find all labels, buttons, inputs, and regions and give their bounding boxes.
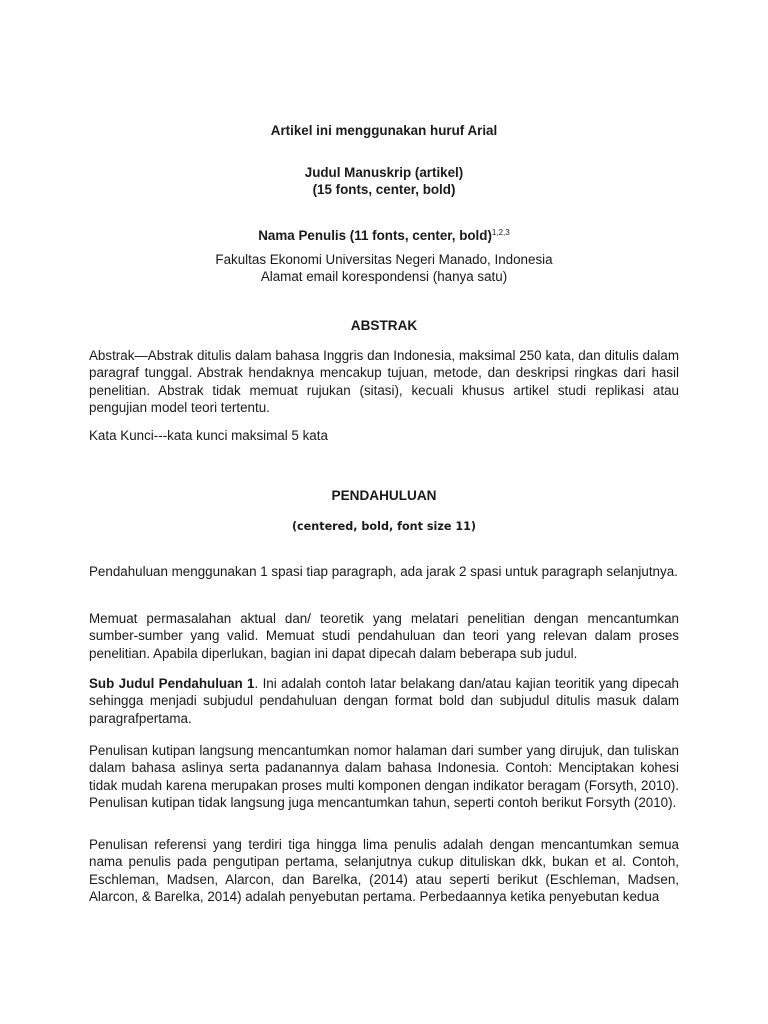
manuscript-title: Judul Manuskrip (artikel) [304,165,464,180]
keywords: Kata Kunci---kata kunci maksimal 5 kata [89,428,328,443]
correspondence-email: Alamat email korespondensi (hanya satu) [260,269,508,284]
introduction-paragraph-2: Memuat permasalahan aktual dan/ teoretik yang melatari penelitian dengan mencantumkan sumber-sumber yang valid. Memuat studi pendahuluan dan teori yang relevan dalam proses penelitian. Apabila diperlukan, bagian ini dapat dipecah dalam beberapa sub judul. [89,611,679,661]
abstract-body: Abstrak ditulis dalam bahasa Inggris dan Indonesia, maksimal 250 kata, dan ditulis dalam paragraf tunggal. Abstrak hendaknya mencakup tujuan, metode, dan deskripsi ringkas dari hasil penelitian. Abstrak tidak memuat rujukan (sitasi), kecuali khusus artikel studi replikasi atau pengujian model teori tertentu. [89,348,679,415]
introduction-paragraph-1: Pendahuluan menggunakan 1 spasi tiap paragraph, ada jarak 2 spasi untuk paragraph selanjutnya. [89,564,678,579]
author-superscript: 1,2,3 [491,228,510,237]
abstract-paragraph [89,347,679,416]
affiliation: Fakultas Ekonomi Universitas Negeri Manado, Indonesia [215,252,553,267]
introduction-paragraph-5: Penulisan referensi yang terdiri tiga hingga lima penulis adalah dengan mencantumkan semua nama penulis pada pengutipan pertama, selanjutnya cukup dituliskan dkk, bukan et al. Contoh, Eschleman, Madsen, Alarcon, dan Barelka, (2014) atau seperti berikut (Eschleman, Madsen, Alarcon, & Barelka, 2014) adalah penyebutan pertama. Perbedaannya ketika penyebutan kedua [89,837,679,904]
manuscript-title-note: (15 fonts, center, bold) [312,182,456,197]
font-note: Artikel ini menggunakan huruf Arial [270,123,498,138]
abstract-heading: ABSTRAK [350,318,418,333]
introduction-paragraph-3 [89,675,679,727]
author-name-text: Nama Penulis (11 fonts, center, bold) [258,228,492,243]
author-name [0,224,768,244]
sub-heading-body: . Ini adalah contoh latar belakang dan/atau kajian teoritik yang dipecah sehingga menjadi subjudul pendahuluan dengan format bold dan subjudul ditulis masuk dalam paragrafpertama. [89,676,679,726]
introduction-heading: PENDAHULUAN [331,488,437,503]
sub-heading: Sub Judul Pendahuluan 1 [89,676,255,691]
abstract-lead: Abstrak— [89,348,148,363]
introduction-paragraph-4: Penulisan kutipan langsung mencantumkan nomor halaman dari sumber yang dirujuk, dan tuliskan dalam bahasa aslinya serta padanannya dalam bahasa Indonesia. Contoh: Menciptakan kohesi tidak mudah karena merupakan proses multi komponen dengan indikator beragam (Forsyth, 2010). Penulisan kutipan tidak langsung juga mencantumkan tahun, seperti contoh berikut Forsyth (2010). [89,743,679,810]
introduction-format-note: (centered, bold, font size 11) [291,520,477,533]
